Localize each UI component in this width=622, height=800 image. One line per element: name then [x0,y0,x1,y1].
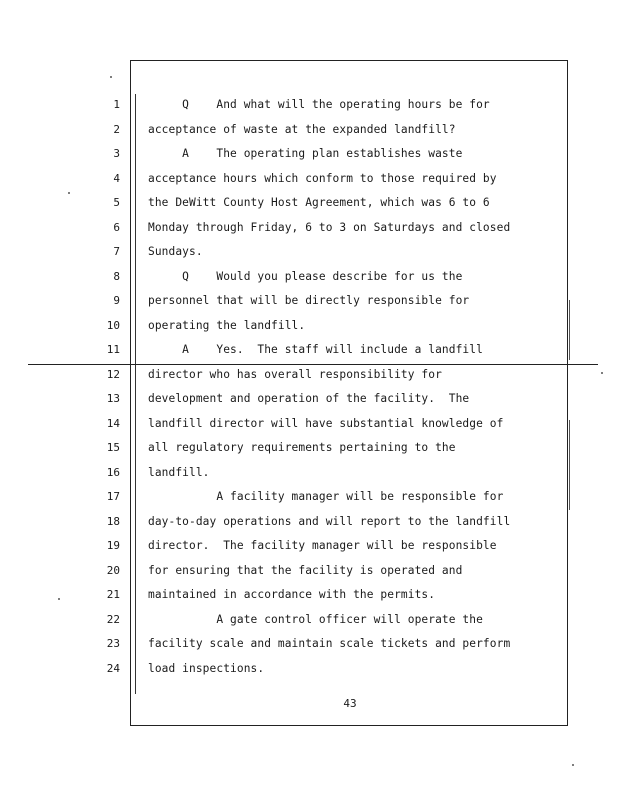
line-number: 4 [113,171,120,185]
line-number: 5 [113,196,120,209]
line-text: Q And what will the operating hours be for [148,98,490,111]
line-text: development and operation of the facility. The [148,392,470,405]
scan-speck [572,764,574,766]
line-text: director who has overall responsibility for [148,367,442,381]
scan-speck [601,372,603,374]
line-number: 10 [106,318,120,332]
line-text: Sundays. [148,245,203,258]
scan-speck [110,76,112,78]
transcript-line [0,265,622,289]
line-number: 9 [113,294,120,307]
line-number: 8 [113,269,120,283]
line-number: 12 [106,367,120,381]
transcript-line [0,191,622,215]
transcript-line [0,608,622,632]
transcript-line [0,412,622,436]
line-number: 15 [106,441,120,454]
transcript-line [0,632,622,656]
line-text: acceptance hours which conform to those required by [148,171,497,185]
line-text: the DeWitt County Host Agreement, which was 6 to 6 [148,196,490,209]
transcript-line [0,387,622,411]
transcript-line [0,534,622,558]
line-text: operating the landfill. [148,318,306,332]
line-number: 24 [106,661,120,675]
transcript-line [0,559,622,583]
line-number: 6 [113,220,120,234]
line-number: 11 [106,343,120,356]
transcript-line [0,314,622,338]
line-text: personnel that will be directly responsible for [148,294,470,307]
line-number: 18 [106,514,120,528]
line-number: 20 [106,563,120,577]
line-number: 14 [106,416,120,430]
line-text: facility scale and maintain scale tickets and perform [148,637,511,650]
line-text: A gate control officer will operate the [148,612,483,626]
line-number: 13 [106,392,120,405]
transcript-line [0,240,622,264]
transcript-line [0,142,622,166]
transcript-line [0,289,622,313]
line-text: all regulatory requirements pertaining to the [148,441,456,454]
transcript-line [0,436,622,460]
scan-speck [68,192,70,194]
transcript-line [0,338,622,362]
line-number: 7 [113,245,120,258]
line-number: 3 [113,147,120,160]
line-text: maintained in accordance with the permits. [148,588,436,601]
transcript-line [0,657,622,681]
line-text: acceptance of waste at the expanded landfill? [148,122,456,136]
transcript-line [0,461,622,485]
line-number: 23 [106,637,120,650]
line-number: 1 [113,98,120,111]
line-text: landfill director will have substantial knowledge of [148,416,504,430]
line-number: 17 [106,490,120,503]
page-number: 43 [343,697,357,710]
transcript-line [0,363,622,387]
transcript-line [0,583,622,607]
line-text: A facility manager will be responsible for [148,490,504,503]
scan-speck [58,598,60,600]
line-text: Monday through Friday, 6 to 3 on Saturdays and closed [148,220,511,234]
line-number: 2 [113,122,120,136]
transcript-line [0,485,622,509]
transcript-line [0,93,622,117]
line-text: for ensuring that the facility is operated and [148,563,463,577]
transcript-line [0,510,622,534]
line-number: 22 [106,612,120,626]
line-number: 21 [106,588,120,601]
line-text: landfill. [148,465,210,479]
line-text: director. The facility manager will be responsible [148,539,497,552]
transcript-line [0,216,622,240]
line-text: A The operating plan establishes waste [148,147,463,160]
line-number: 16 [106,465,120,479]
line-text: A Yes. The staff will include a landfill [148,343,483,356]
line-number: 19 [106,539,120,552]
line-text: day-to-day operations and will report to the landfill [148,514,511,528]
line-text: Q Would you please describe for us the [148,269,463,283]
transcript-line [0,118,622,142]
line-text: load inspections. [148,661,265,675]
transcript-line [0,167,622,191]
